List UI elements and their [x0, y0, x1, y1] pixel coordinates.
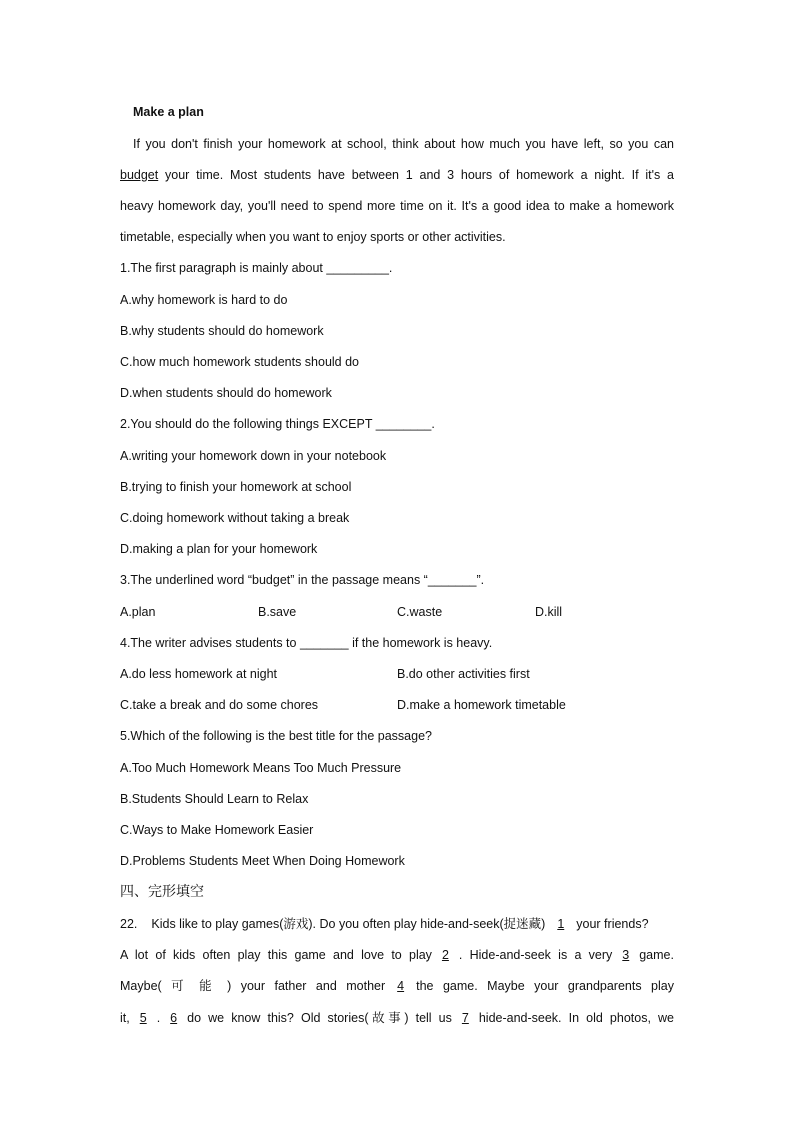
passage-line-1: If you don't finish your homework at school, think about how much you have left, so you can	[133, 137, 674, 151]
underlined-word-budget: budget	[120, 168, 159, 182]
question-4-option-d: D.make a homework timetable	[397, 698, 566, 712]
cloze-line-4	[120, 1010, 674, 1026]
passage-line-2-rest: your time. Most students have between 1 and 3 hours of homework a night. If it's a	[158, 168, 674, 182]
question-2-option-a: A.writing your homework down in your notebook	[120, 449, 387, 463]
passage-heading: Make a plan	[133, 105, 204, 119]
question-1-option-c: C.how much homework students should do	[120, 355, 360, 369]
question-4-option-b: B.do other activities first	[397, 667, 530, 681]
cloze-blank-2: 2	[441, 948, 449, 962]
question-1-option-a: A.why homework is hard to do	[120, 293, 288, 307]
question-5-option-d: D.Problems Students Meet When Doing Homework	[120, 854, 405, 868]
cloze-line-2-end: game.	[639, 948, 674, 962]
question-5-stem: 5.Which of the following is the best title for the passage?	[120, 729, 432, 743]
question-4-option-a: A.do less homework at night	[120, 667, 278, 681]
cloze-line-4-mid: do we know this? Old stories(故事) tell us	[187, 1011, 452, 1025]
cloze-question-number: 22.	[120, 917, 138, 931]
cloze-blank-4: 4	[397, 979, 405, 993]
question-1-stem: 1.The first paragraph is mainly about _________.	[120, 261, 393, 275]
passage-line-4: timetable, especially when you want to enjoy sports or other activities.	[120, 230, 506, 244]
cloze-blank-1: 1	[557, 917, 565, 931]
cloze-line-1-end: your friends?	[576, 917, 649, 931]
cloze-blank-6: 6	[170, 1011, 178, 1025]
cloze-blank-3: 3	[622, 948, 630, 962]
question-2-option-c: C.doing homework without taking a break	[120, 511, 350, 525]
question-5-option-b: B.Students Should Learn to Relax	[120, 792, 309, 806]
question-3-option-b: B.save	[258, 605, 297, 619]
cloze-line-3-end: the game. Maybe your grandparents play	[416, 979, 674, 993]
cloze-blank-7: 7	[461, 1011, 469, 1025]
question-4-option-c: C.take a break and do some chores	[120, 698, 319, 712]
question-4-stem: 4.The writer advises students to _______ if the homework is heavy.	[120, 636, 493, 650]
cloze-blank-5: 5	[139, 1011, 147, 1025]
cloze-line-4-end: hide-and-seek. In old photos, we	[478, 1011, 674, 1025]
question-3-option-d: D.kill	[535, 605, 563, 619]
cloze-line-2-mid: . Hide-and-seek is a very	[458, 948, 613, 962]
cloze-line-3-text: Maybe( 可 能 ) your father and mother	[120, 979, 386, 993]
passage-line-3: heavy homework day, you'll need to spend more time on it. It's a good idea to make a homework	[120, 199, 674, 213]
section-title-cloze: 四、完形填空	[120, 884, 204, 900]
cloze-line-1	[120, 916, 674, 932]
cloze-line-3	[120, 978, 674, 994]
question-1-option-b: B.why students should do homework	[120, 324, 324, 338]
question-3-stem: 3.The underlined word “budget” in the passage means “_______”.	[120, 573, 485, 587]
cloze-line-4-start: it,	[120, 1011, 130, 1025]
passage-line-2	[120, 167, 674, 183]
cloze-line-1-text: Kids like to play games(游戏). Do you often play hide-and-seek(捉迷藏)	[151, 917, 546, 931]
question-2-option-b: B.trying to finish your homework at school	[120, 480, 352, 494]
cloze-line-2	[120, 947, 674, 963]
question-5-option-c: C.Ways to Make Homework Easier	[120, 823, 314, 837]
question-3-option-c: C.waste	[397, 605, 443, 619]
cloze-line-4-separator: .	[156, 1011, 161, 1025]
question-3-option-a: A.plan	[120, 605, 156, 619]
question-2-option-d: D.making a plan for your homework	[120, 542, 318, 556]
question-2-stem: 2.You should do the following things EXCEPT ________.	[120, 417, 435, 431]
question-5-option-a: A.Too Much Homework Means Too Much Pressure	[120, 761, 402, 775]
cloze-line-2-text: A lot of kids often play this game and love to play	[120, 948, 432, 962]
question-1-option-d: D.when students should do homework	[120, 386, 332, 400]
